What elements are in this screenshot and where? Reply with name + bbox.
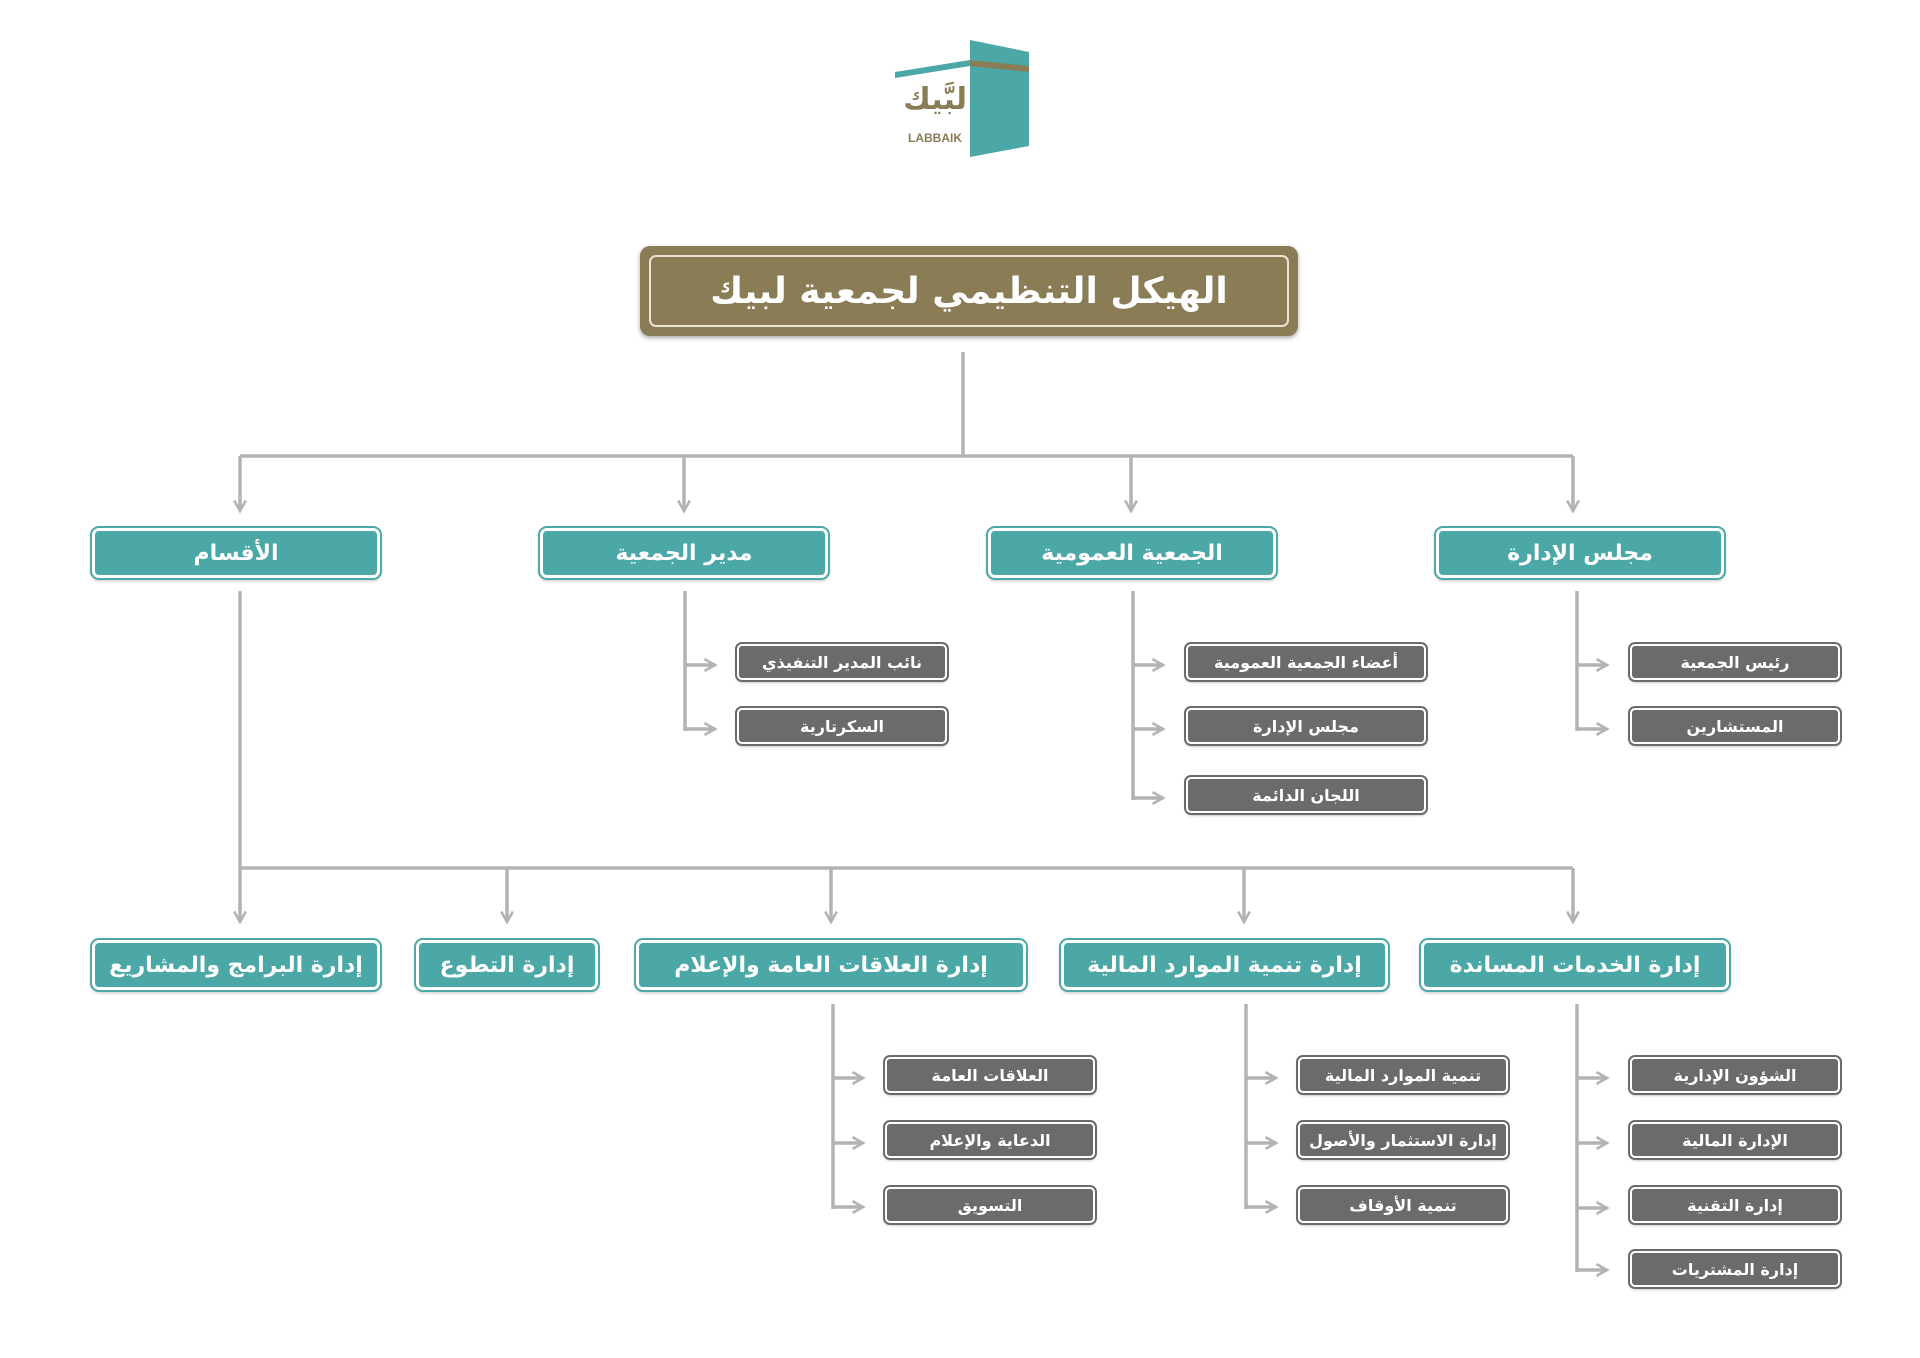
node-dept-public-relations: إدارة العلاقات العامة والإعلام bbox=[636, 940, 1026, 990]
node-support-item: إدارة التقنية bbox=[1630, 1187, 1840, 1223]
node-dept-programs: إدارة البرامج والمشاريع bbox=[92, 940, 380, 990]
node-board: مجلس الإدارة bbox=[1436, 528, 1724, 578]
node-director: مدير الجمعية bbox=[540, 528, 828, 578]
node-director-item: السكرتارية bbox=[737, 708, 947, 744]
node-general-assembly: الجمعية العمومية bbox=[988, 528, 1276, 578]
node-board-item: المستشارين bbox=[1630, 708, 1840, 744]
node-resources-item: إدارة الاستثمار والأصول bbox=[1298, 1122, 1508, 1158]
node-relations-item: التسويق bbox=[885, 1187, 1095, 1223]
node-dept-support-services: إدارة الخدمات المساندة bbox=[1421, 940, 1729, 990]
node-resources-item: تنمية الأوقاف bbox=[1298, 1187, 1508, 1223]
node-dept-financial-resources: إدارة تنمية الموارد المالية bbox=[1061, 940, 1388, 990]
node-assembly-item: أعضاء الجمعية العمومية bbox=[1186, 644, 1426, 680]
node-board-item: رئيس الجمعية bbox=[1630, 644, 1840, 680]
node-relations-item: العلاقات العامة bbox=[885, 1057, 1095, 1093]
chart-title-box bbox=[640, 246, 1298, 336]
node-relations-item: الدعاية والإعلام bbox=[885, 1122, 1095, 1158]
node-assembly-item: اللجان الدائمة bbox=[1186, 777, 1426, 813]
logo-latin-text: LABBAIK bbox=[908, 131, 962, 145]
node-support-item: الشؤون الإدارية bbox=[1630, 1057, 1840, 1093]
logo-arabic-text: لبَّيك bbox=[903, 82, 967, 117]
chart-title: الهيكل التنظيمي لجمعية لبيك bbox=[649, 255, 1289, 327]
node-director-item: نائب المدير التنفيذي bbox=[737, 644, 947, 680]
node-resources-item: تنمية الموارد المالية bbox=[1298, 1057, 1508, 1093]
node-support-item: الإدارة المالية bbox=[1630, 1122, 1840, 1158]
node-support-item: إدارة المشتريات bbox=[1630, 1251, 1840, 1287]
node-assembly-item: مجلس الإدارة bbox=[1186, 708, 1426, 744]
node-dept-volunteering: إدارة التطوع bbox=[416, 940, 598, 990]
node-departments: الأقسام bbox=[92, 528, 380, 578]
